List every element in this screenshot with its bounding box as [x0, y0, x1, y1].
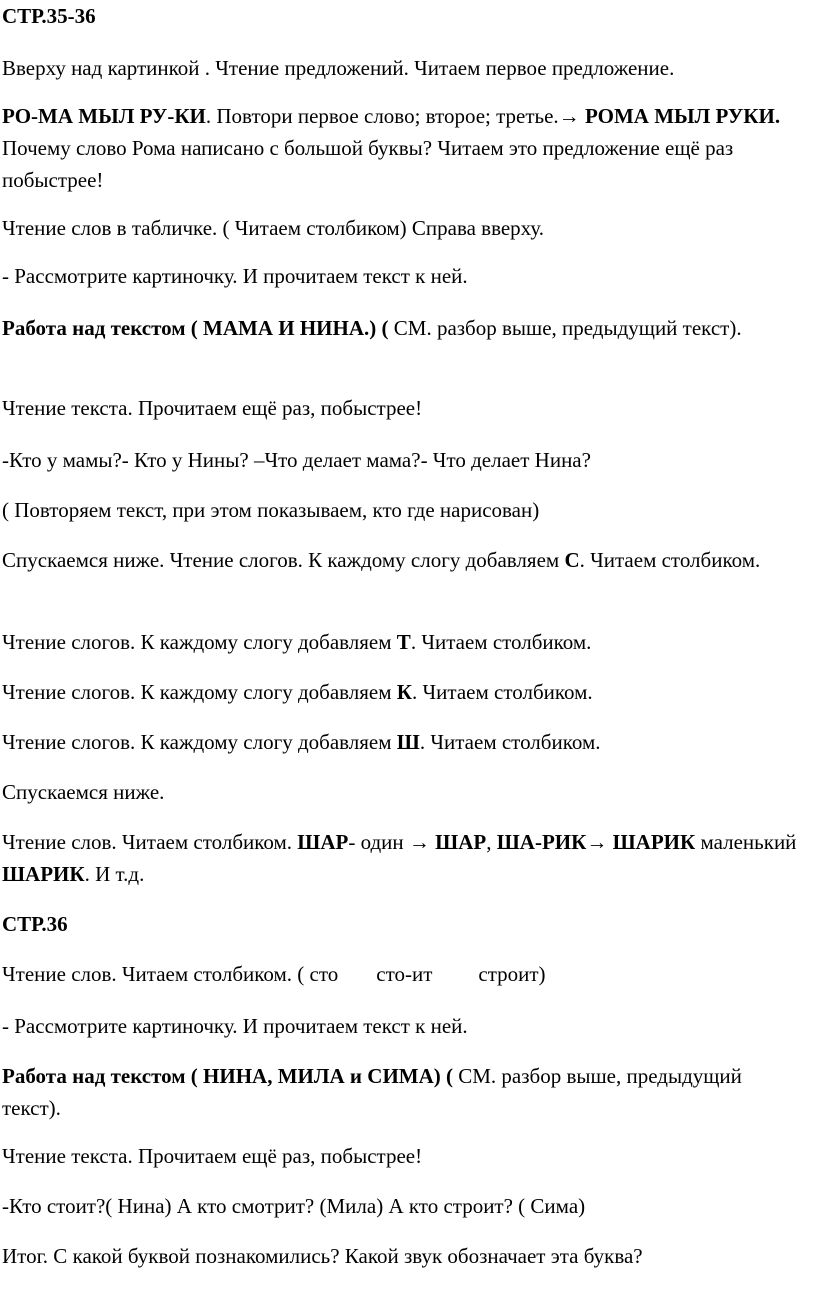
paragraph-reread-1: Чтение текста. Прочитаем ещё раз, побыстрее!: [2, 396, 423, 420]
text: . Читаем столбиком.: [419, 730, 601, 754]
text: Спускаемся ниже. Чтение слогов. К каждому слогу добавляем: [2, 548, 565, 572]
text: . И т.д.: [84, 862, 145, 886]
text: - один →: [348, 830, 436, 854]
paragraph-syllables-k: [2, 676, 806, 708]
bold-word: ШАР: [435, 830, 487, 854]
paragraph-words-reading: [2, 826, 806, 890]
paragraph-picture: - Рассмотрите картиночку. И прочитаем текст к ней.: [2, 264, 468, 288]
paragraph-sentence-reading: [2, 100, 806, 196]
text: Почему слово Рома написано с большой буквы? Читаем это предложение ещё раз побыстрее!: [2, 136, 734, 192]
text: сто-ит: [376, 962, 433, 986]
paragraph-reread-2: Чтение текста. Прочитаем ещё раз, побыстрее!: [2, 1144, 423, 1168]
bold-letter: Ш: [396, 730, 420, 754]
paragraph-words-columns: [2, 958, 806, 990]
text: . Повтори первое слово; второе; третье.→: [205, 104, 585, 128]
bold-syllables: РО-МА МЫЛ РУ-КИ: [2, 104, 206, 128]
bold-title: Работа над текстом ( МАМА И НИНА.) (: [2, 316, 389, 340]
bold-letter: Т: [396, 630, 411, 654]
paragraph-questions-1: -Кто у мамы?- Кто у Нины? –Что делает мама?- Что делает Нина?: [2, 448, 591, 472]
text: Чтение слов. Читаем столбиком.: [2, 830, 298, 854]
bold-letter: С: [564, 548, 580, 572]
text: Чтение слогов. К каждому слогу добавляем: [2, 680, 397, 704]
paragraph-syllables-sh: [2, 726, 806, 758]
bold-word: ША-РИК→ ШАРИК: [496, 830, 696, 854]
text: маленький: [695, 830, 797, 854]
paragraph-syllables-s: [2, 544, 806, 576]
paragraph-text-work-1: [2, 312, 806, 344]
paragraph-questions-2: -Кто стоит?( Нина) А кто смотрит? (Мила) А кто строит? ( Сима): [2, 1194, 586, 1218]
bold-word: ШАРИК: [2, 862, 85, 886]
bold-letter: К: [396, 680, 413, 704]
text: строит): [478, 962, 546, 986]
paragraph-intro: Вверху над картинкой . Чтение предложений. Читаем первое предложение.: [2, 56, 675, 80]
paragraph-go-down: Спускаемся ниже.: [2, 780, 165, 804]
text: Чтение слогов. К каждому слогу добавляем: [2, 730, 397, 754]
text: СМ. разбор выше, предыдущий текст).: [388, 316, 742, 340]
paragraph-summary: Итог. С какой буквой познакомились? Какой звук обозначает эта буква?: [2, 1244, 643, 1268]
text: Чтение слов. Читаем столбиком. ( сто: [2, 962, 339, 986]
bold-word: ШАР: [297, 830, 349, 854]
bold-sentence: РОМА МЫЛ РУКИ.: [584, 104, 781, 128]
text: Чтение слогов. К каждому слогу добавляем: [2, 630, 397, 654]
bold-title: Работа над текстом ( НИНА, МИЛА и СИМА) (: [2, 1064, 453, 1088]
paragraph-table-reading: Чтение слов в табличке. ( Читаем столбиком) Справа вверху.: [2, 216, 545, 240]
text: . Читаем столбиком.: [579, 548, 761, 572]
paragraph-picture-2: - Рассмотрите картиночку. И прочитаем текст к ней.: [2, 1014, 468, 1038]
paragraph-repeat: ( Повторяем текст, при этом показываем, кто где нарисован): [2, 498, 540, 522]
paragraph-text-work-2: [2, 1060, 806, 1124]
page-heading-35-36: СТР.35-36: [2, 4, 96, 28]
paragraph-syllables-t: [2, 626, 806, 658]
text: ,: [486, 830, 497, 854]
text: . Читаем столбиком.: [412, 680, 593, 704]
text: СМ. разбор выше, предыдущий текст).: [2, 1064, 742, 1120]
page-heading-36: СТР.36: [2, 912, 68, 936]
text: . Читаем столбиком.: [410, 630, 592, 654]
